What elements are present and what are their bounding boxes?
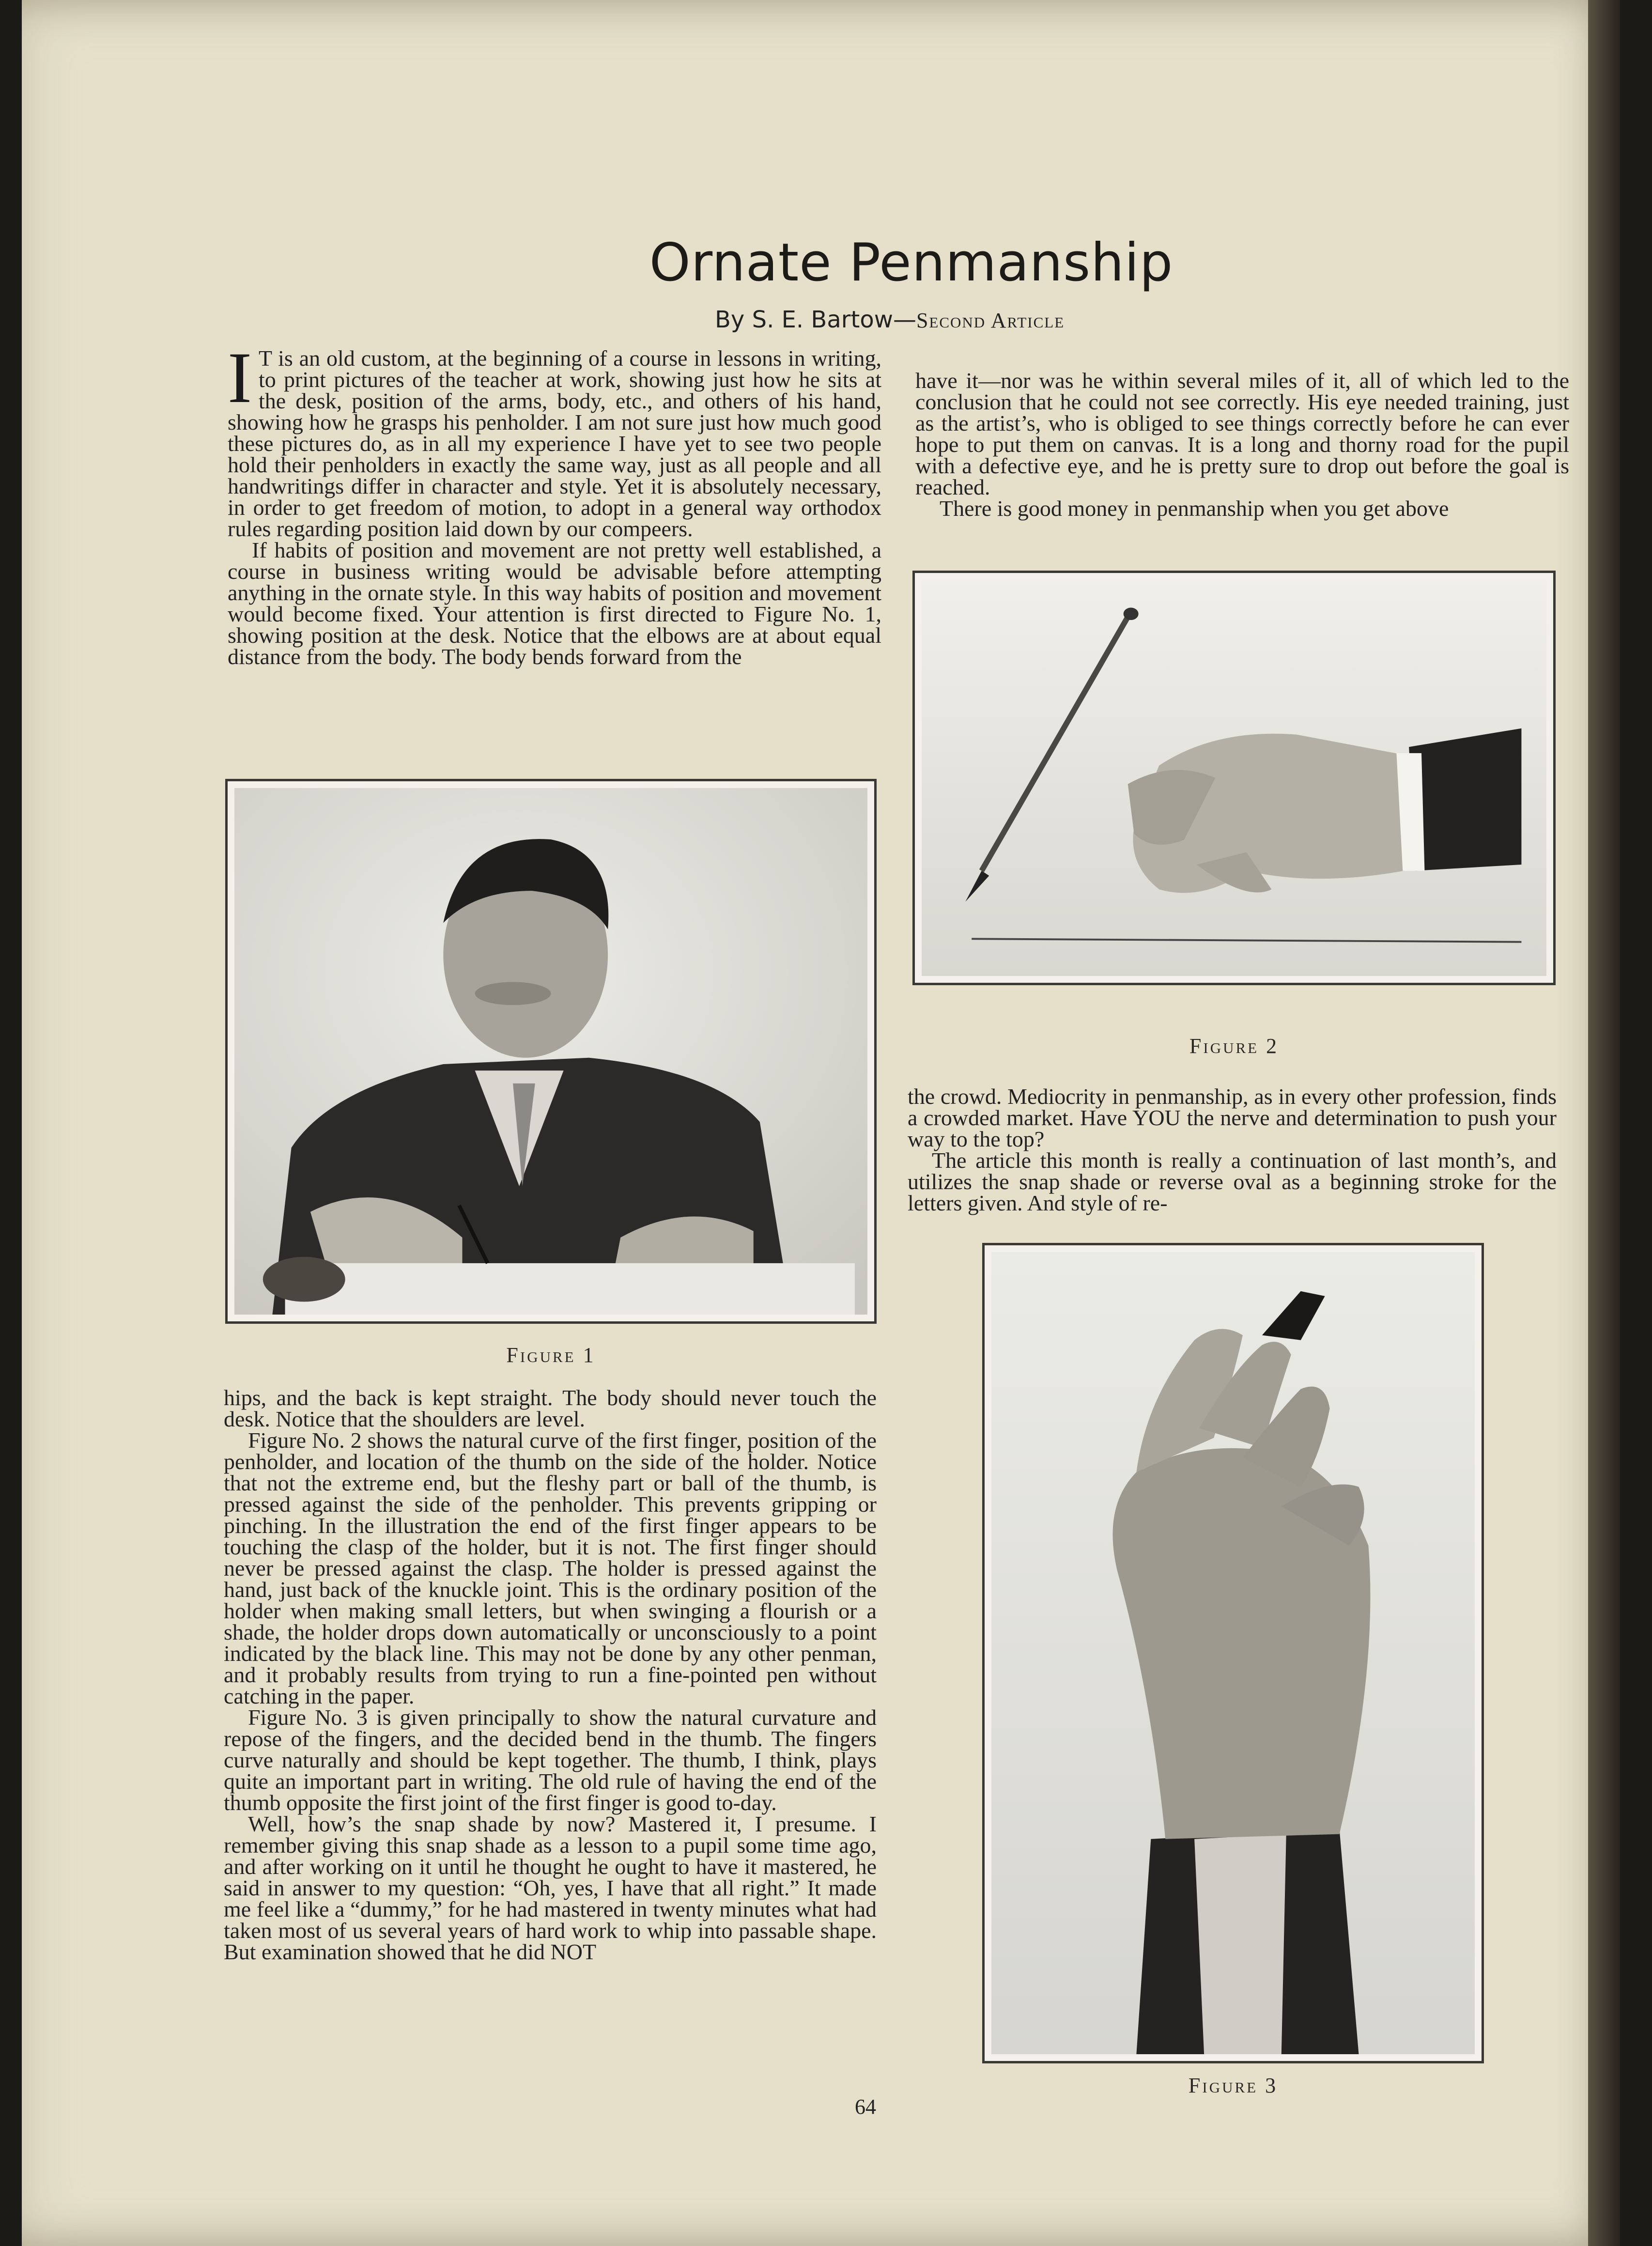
figure-3-photo <box>982 1243 1484 2063</box>
paragraph: Figure No. 2 shows the natural curve of the first finger, position of the penholder, and location of the thumb on the side of the holder. Notice that not the extreme end, but the fleshy part or ball of the thumb, is pressed against the side of the penholder. This prevents gripping or pinching. In the illustration the end of the first finger appears to be touching the clasp of the holder, but it is not. The first finger should never be pressed against the clasp. The holder is pressed against the hand, just back of the knuckle joint. This is the ordinary position of the holder when making small letters, but when swinging a flourish or a shade, the holder drops down automatically or unconsciously to a point indicated by the black line. This may not be done by any other penman, and it probably results from trying to run a fine-pointed pen without catching in the paper. <box>224 1428 877 1708</box>
drop-cap: I <box>228 338 252 418</box>
figure-1-caption: Figure 1 <box>506 1343 596 1367</box>
paragraph: the crowd. Mediocrity in penmanship, as in every other profession, finds a crowded market. Have YOU the nerve and determination to push your way to the top? <box>908 1084 1557 1151</box>
figure-3-caption: Figure 3 <box>1188 2074 1278 2097</box>
column-right-middle <box>908 1086 1557 1214</box>
figure-1-photo <box>225 779 877 1324</box>
paragraph: Figure No. 3 is given principally to show the natural curvature and repose of the fingers, and the decided bend in the thumb. The fingers curve naturally and should be kept together. The thumb, I think, plays quite an important part in writing. The old rule of having the end of the thumb opposite the first joint of the first finger is good to-day. <box>224 1705 877 1815</box>
figure-2-caption: Figure 2 <box>1189 1034 1279 1058</box>
column-right-top <box>915 370 1569 519</box>
column-left-bottom <box>224 1387 877 1963</box>
paragraph: have it—nor was he within several miles of it, all of which led to the conclusion that he could not see correctly. His eye needed training, just as the artist’s, who is obliged to see things correctly before he can ever hope to put them on canvas. It is a long and thorny road for the pupil with a defective eye, and he is pretty sure to drop out before the goal is reached. <box>915 368 1569 499</box>
paragraph: I T is an old custom, at the beginning of a course in lessons in writing, to print pictures of the teacher at work, showing just how he sits at the desk, position of the arms, body, etc., and others of his hand, showing how he grasps his penholder. I am not sure just how much good these pictures do, as in all my experience I have yet to see two people hold their penholders in exactly the same way, just as all people and all handwritings differ in character and style. Yet it is absolutely necessary, in order to get freedom of motion, to adopt in a general way orthodox rules regarding position laid down by our compeers. <box>228 338 881 541</box>
byline-series: Second Article <box>916 309 1065 332</box>
man-writing-photo <box>234 788 867 1315</box>
paragraph: There is good money in penmanship when you get above <box>940 496 1449 521</box>
paragraph: Well, how’s the snap shade by now? Mastered it, I presume. I remember giving this snap shade as a lesson to a pupil some time ago, and after working on it until he thought he ought to have it mastered, he said in answer to my question: “Oh, yes, I have that all right.” It made me feel like a “dummy,” for he had mastered in twenty minutes what had taken most of us several years of hard work to whip into passable shape. But examination showed that he did NOT <box>224 1812 877 1964</box>
paragraph: The article this month is really a continuation of last month’s, and utilizes the snap shade or reverse oval as a beginning stroke for the letters given. And style of re- <box>908 1148 1557 1215</box>
raised-hand-photo <box>991 1252 1475 2054</box>
book-spine <box>1588 0 1620 2246</box>
figure-2-photo <box>912 571 1556 985</box>
article-byline <box>715 306 1065 333</box>
article-title: Ornate Penmanship <box>649 232 1173 293</box>
hand-holding-pen-photo <box>922 580 1546 976</box>
paragraph: hips, and the back is kept straight. The body should never touch the desk. Notice that the shoulders are level. <box>224 1385 877 1431</box>
page-number: 64 <box>855 2095 876 2119</box>
paragraph: If habits of position and movement are not pretty well established, a course in business writing would be advisable before attempting anything in the ornate style. In this way habits of position and movement would become fixed. Your attention is first directed to Figure No. 1, showing position at the desk. Notice that the elbows are at about equal distance from the body. The body bends forward from the <box>228 538 881 669</box>
byline-author: By S. E. Bartow— <box>715 306 916 333</box>
column-left-top <box>228 338 881 669</box>
